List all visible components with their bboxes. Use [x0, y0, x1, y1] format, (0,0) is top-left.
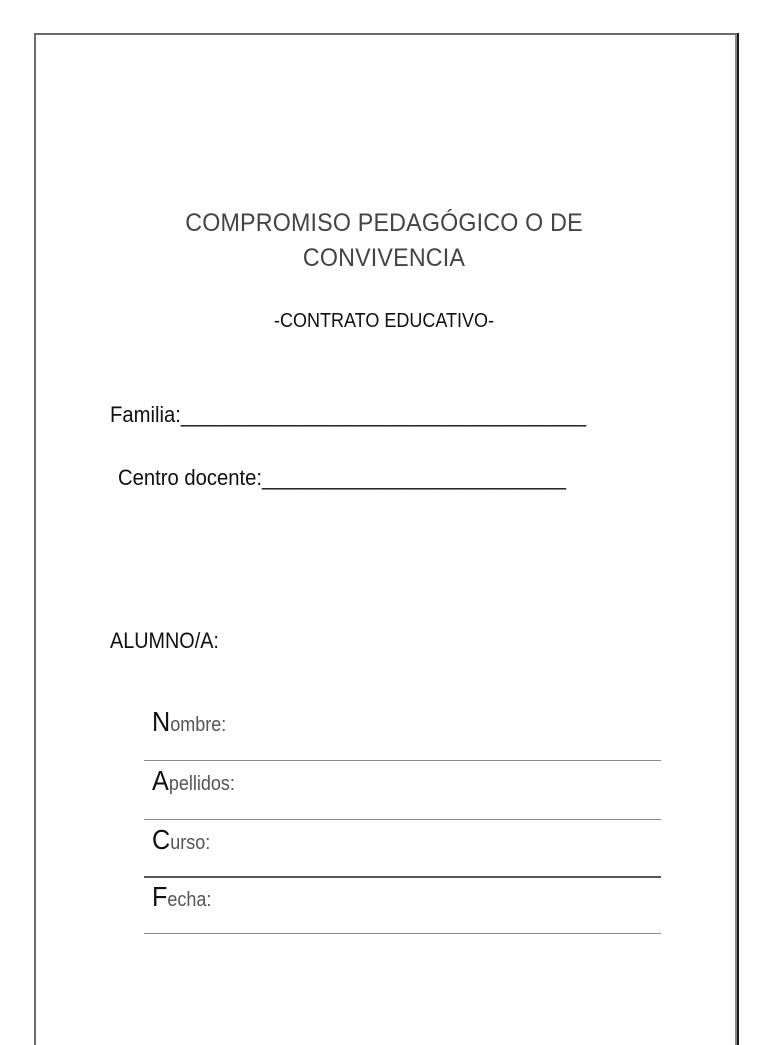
- document-title-line1: COMPROMISO PEDAGÓGICO O DE: [185, 209, 583, 237]
- curso-label: Curso:: [152, 824, 211, 855]
- document-title-line2: CONVIVENCIA: [302, 244, 466, 272]
- fecha-rule: [144, 933, 661, 934]
- familia-field[interactable]: Familia:____________________________________: [110, 402, 587, 427]
- curso-rule: [144, 876, 661, 878]
- apellidos-label: Apellidos:: [152, 765, 235, 796]
- document-page: [34, 33, 737, 1045]
- apellidos-rule: [144, 819, 661, 820]
- centro-docente-field[interactable]: Centro docente:___________________________: [118, 465, 566, 490]
- fecha-label: Fecha:: [152, 881, 212, 912]
- nombre-label: Nombre:: [152, 706, 227, 737]
- document-subtitle: -CONTRATO EDUCATIVO-: [273, 310, 494, 332]
- nombre-rule: [144, 760, 661, 761]
- alumno-heading: ALUMNO/A:: [110, 628, 219, 653]
